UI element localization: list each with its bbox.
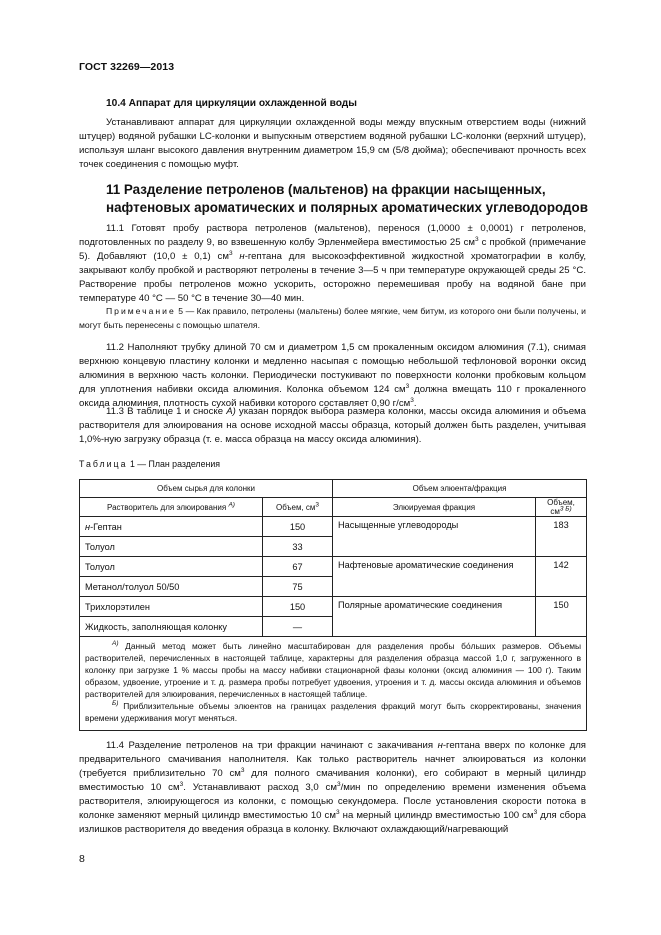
solvent-cell: Трихлорэтилен — [80, 597, 263, 617]
fraction-volume-cell: 142 — [536, 557, 587, 597]
footnote-a: $^{А)}$ Данный метод может быть линейно масштабирован для разделения пробы бо́льших размеров. Объемы растворителей, перечисленных в настоящей таблице, характерны для разделения образца массой 1,0 г, загруженного в колонку при загрузке 1 % массы пробы на массу набивки стационарной фазы колонки (оксид алюминия — 100 г). Таким образом, удвоение, утроение и т. д. размера пробы потребует удвоения, утроения и т. д. массы оксида алюминия и объемов растворителей для элюирования, перечисленных в настоящей таблице. — [85, 640, 582, 699]
solvent-cell: Метанол/толуол 50/50 — [80, 577, 263, 597]
volume-cell: 67 — [263, 557, 333, 577]
note-5: Примечание 5 — Как правило, петролены (мальтены) более мягкие, чем битум, из которого они были получены, и могут быть перенесены с помощью шпателя. — [79, 306, 586, 330]
col-header-fraction: Элюируемая фракция — [333, 498, 536, 517]
table-row — [80, 557, 587, 577]
paragraph-11-3: 11.3 В таблице 1 и сноске А) указан порядок выбора размера колонки, массы оксида алюминия и объема растворителя для элюирования на основе исходной массы образца, который должен быть разделен, учитывая 1,0%-ную загрузку образца (т. е. масса образца на массу оксида алюминия). — [79, 406, 586, 445]
table-row — [80, 597, 587, 617]
col-header-volume: Объем, $см^3$ — [263, 498, 333, 517]
solvent-cell: н-Гептан — [80, 517, 263, 537]
volume-cell: 33 — [263, 537, 333, 557]
col-header-solvent: Растворитель для элюирования $^{А)}$ — [80, 498, 263, 517]
section-11-title: 11 Разделение петроленов (мальтенов) на фракции насыщенных, нафтеновых ароматических и полярных ароматических углеводородов — [106, 182, 588, 215]
paragraph-11-1: 11.1 Готовят пробу раствора петроленов (мальтенов), перенося (1,0000 ± 0,0001) г петроленов, подготовленных по разделу 9, во взвешенную колбу Эрленмейера вместимостью 25 $см^3$ с пробкой (примечание 5). Добавляют (10,0 ± 0,1) $см^3$ н-гептана для высокоэффективной жидкостной хроматографии в колбу, закрывают колбу пробкой и растворяют петролены в течение 3—5 ч при температуре окружающей среды 25 °С. Растворение пробы петроленов можно ускорить, осторожно перемешивая пробу на водяной бане при температуре 40 °С — 50 °С в течение 30—40 мин. — [79, 223, 586, 304]
table-1-caption: Таблица 1 — План разделения — [79, 459, 220, 469]
standard-header: ГОСТ 32269—2013 — [79, 61, 175, 73]
table-footnotes — [80, 637, 587, 731]
fraction-cell: Насыщенные углеводороды — [333, 517, 536, 557]
fraction-cell: Полярные ароматические соединения — [333, 597, 536, 637]
group-header-eluent: Объем элюента/фракция — [333, 480, 587, 498]
table-column-header-row — [80, 498, 587, 517]
volume-cell: 150 — [263, 517, 333, 537]
paragraph-11-2: 11.2 Наполняют трубку длиной 70 см и диаметром 1,5 см прокаленным оксидом алюминия (7.1), снимая верхнюю концевую пластину колонки и медленно насыпая с помощью небольшой тефлоновой воронки оксид алюминия в верхнюю часть колонки. Периодически постукивают по поверхности колонки пробковым кольцом для уплотнения набивки оксида алюминия. Колонка объемом 124 $см^3$ должна вмещать 110 г прокаленного оксида алюминия, плотность сухой набивки которого составляет 0,90 $г/см^3$. — [79, 342, 586, 409]
volume-cell: — — [263, 617, 333, 637]
fraction-volume-cell: 183 — [536, 517, 587, 557]
fraction-cell: Нафтеновые ароматические соединения — [333, 557, 536, 597]
col-header-fraction-volume: Объем, $см^{3 Б)}$ — [536, 498, 587, 517]
fraction-volume-cell: 150 — [536, 597, 587, 637]
separation-plan-table — [79, 479, 587, 731]
solvent-cell: Толуол — [80, 537, 263, 557]
solvent-cell: Жидкость, заполняющая колонку — [80, 617, 263, 637]
footnote-b: $^{Б)}$ Приблизительные объемы элюентов на границах разделения фракций могут быть скорректированы, значения времени удерживания могут меняться. — [85, 700, 582, 723]
table-footnotes-row — [80, 637, 587, 731]
group-header-feed: Объем сырья для колонки — [80, 480, 333, 498]
page-number: 8 — [79, 853, 85, 865]
table-group-header-row — [80, 480, 587, 498]
section-10-4-text: Устанавливают аппарат для циркуляции охлажденной воды между впускным отверстием воды (нижний штуцер) водяной рубашки LC-колонки и выпускным отверстием водяной рубашки LC-колонки (верхний штуцер), используя шланг высокого давления внутренним диаметром 15,9 см (5/8 дюйма); обеспечивают прочность всех точек соединения с помощью муфт. — [79, 117, 586, 170]
table-row — [80, 517, 587, 537]
solvent-cell: Толуол — [80, 557, 263, 577]
paragraph-11-4: 11.4 Разделение петроленов на три фракции начинают с закачивания н-гептана вверх по колонке для предварительного смачивания наполнителя. Как только растворитель начнет элюироваться из колонки (требуется приблизительно 70 $см^3$ для полного смачивания колонки), его собирают в мерный цилиндр вместимостью 10 $см^3$. Устанавливают расход 3,0 $см^3$/мин по определению времени изменения объема растворителя, элюирующегося из колонки, с помощью секундомера. После установления скорости потока в колонке заменяют мерный цилиндр вместимостью 10 $см^3$ на мерный цилиндр вместимостью 100 $см^3$ для сбора излишков растворителя до введения образца в колонку. Включают охлаждающий/нагревающий — [79, 740, 586, 835]
volume-cell: 150 — [263, 597, 333, 617]
volume-cell: 75 — [263, 577, 333, 597]
section-10-4-title: 10.4 Аппарат для циркуляции охлажденной воды — [106, 98, 357, 109]
